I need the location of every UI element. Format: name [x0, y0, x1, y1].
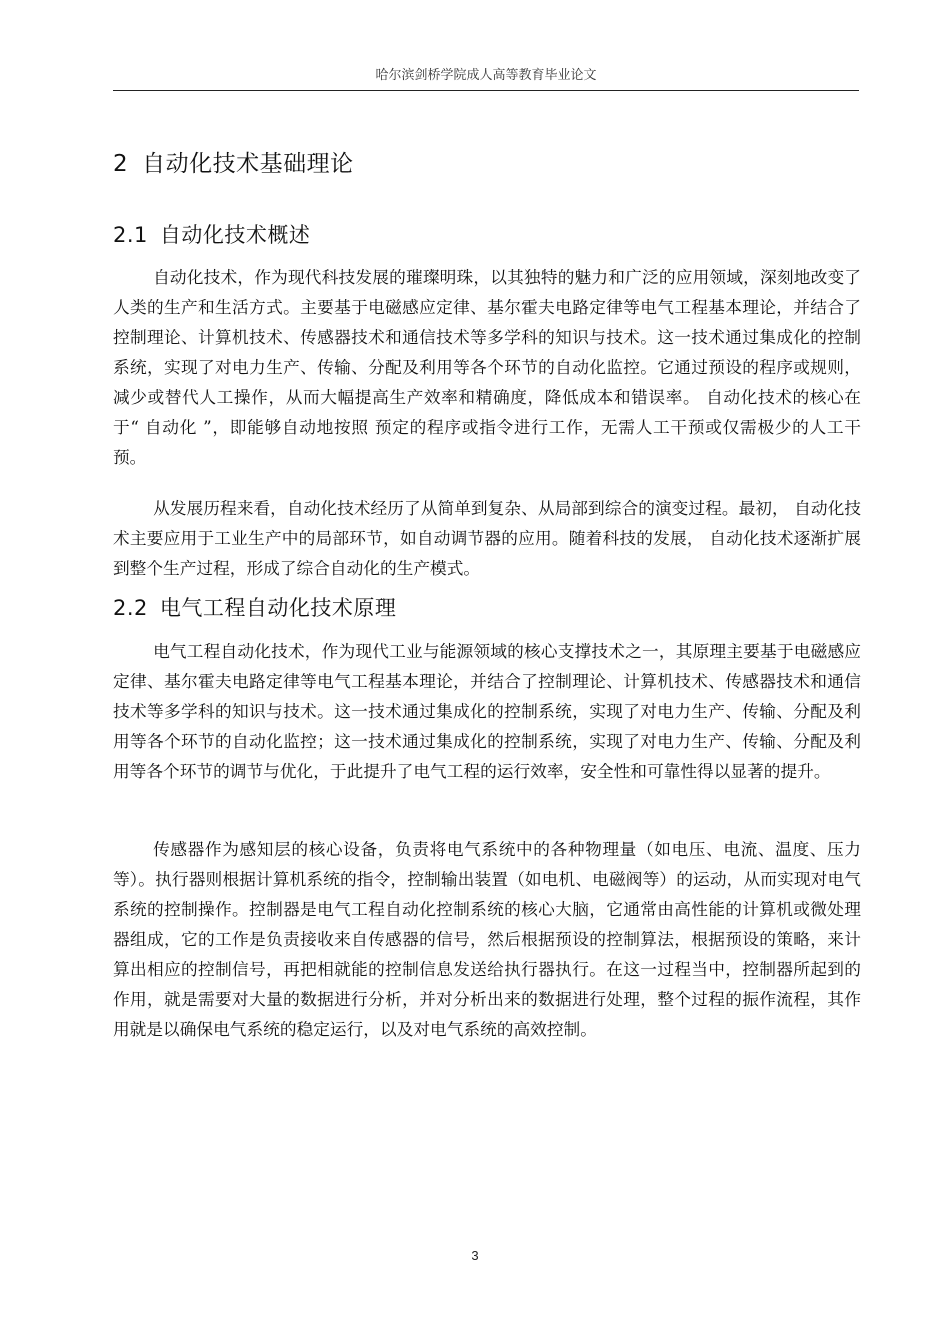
- section-number: 2.1: [113, 223, 148, 247]
- chapter-number: 2: [113, 151, 129, 177]
- page-number: 3: [471, 1248, 479, 1263]
- paragraph: 从发展历程来看，自动化技术经历了从简单到复杂、从局部到综合的演变过程。最初， 自动化技术主要应用于工业生产中的局部环节，如自动调节器的应用。随着科技的发展， 自动化技术逐渐扩展到整个生产过程，形成了综合自动化的生产模式。: [113, 498, 861, 578]
- section-heading-2-2: [113, 592, 861, 624]
- section-title: 自动化技术概述: [159, 223, 311, 247]
- running-header: [113, 66, 859, 91]
- running-header-title: 哈尔滨剑桥学院成人高等教育毕业论文: [375, 68, 597, 83]
- paragraph: 传感器作为感知层的核心设备，负责将电气系统中的各种物理量（如电压、电流、温度、压力等）。执行器则根据计算机系统的指令，控制输出装置（如电机、电磁阀等）的运动，从而实现对电气系统的控制操作。控制器是电气工程自动化控制系统的核心大脑，它通常由高性能的计算机或微处理器组成，它的工作是负责接收来自传感器的信号，然后根据预设的控制算法，根据预设的策略，来计算出相应的控制信号，再把相就能的控制信息发送给执行器执行。在这一过程当中，控制器所起到的作用，就是需要对大量的数据进行分析，并对分析出来的数据进行处理，整个过程的振作流程，其作用就是以确保电气系统的稳定运行，以及对电气系统的高效控制。: [113, 839, 861, 1039]
- paragraph: 自动化技术，作为现代科技发展的璀璨明珠，以其独特的魅力和广泛的应用领域，深刻地改变了人类的生产和生活方式。主要基于电磁感应定律、基尔霍夫电路定律等电气工程基本理论，并结合了控制理论、计算机技术、传感器技术和通信技术等多学科的知识与技术。这一技术通过集成化的控制系统，实现了对电力生产、传输、分配及利用等各个环节的自动化监控。它通过预设的程序或规则，减少或替代人工操作，从而大幅提高生产效率和精确度，降低成本和错误率。 自动化技术的核心在于“ 自动化 ”，即能够自动地按照 预定的程序或指令进行工作，无需人工干预或仅需极少的人工干预。: [113, 267, 861, 467]
- paragraph: 电气工程自动化技术，作为现代工业与能源领域的核心支撑技术之一，其原理主要基于电磁感应定律、基尔霍夫电路定律等电气工程基本理论，并结合了控制理论、计算机技术、传感器技术和通信技术等多学科的知识与技术。这一技术通过集成化的控制系统，实现了对电力生产、传输、分配及利用等各个环节的自动化监控；这一技术通过集成化的控制系统，实现了对电力生产、传输、分配及利用等各个环节的调节与优化，于此提升了电气工程的运行效率，安全性和可靠性得以显著的提升。: [113, 641, 861, 781]
- chapter-heading: [113, 146, 861, 182]
- section-title: 电气工程自动化技术原理: [159, 596, 397, 620]
- chapter-title: 自动化技术基础理论: [142, 151, 354, 177]
- section-number: 2.2: [113, 596, 148, 620]
- section-heading-2-1: [113, 219, 861, 251]
